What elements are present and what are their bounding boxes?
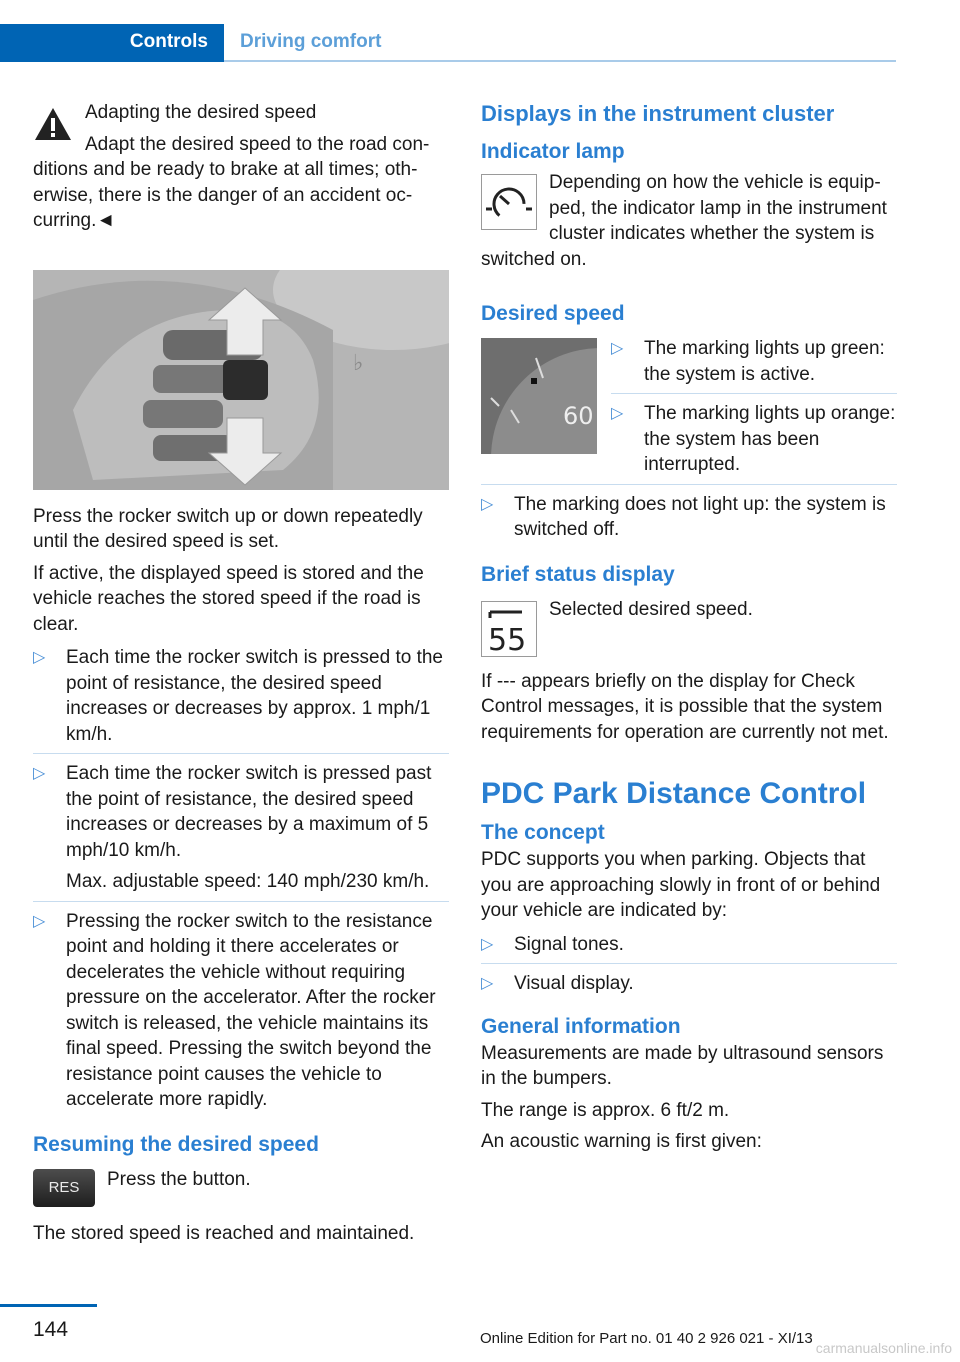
section-tab-controls: Controls: [0, 24, 224, 62]
list-item: ▷ Each time the rocker switch is pressed to the point of resistance, the desired speed increases or decreases by approx. 1 mph/1 km/h.: [33, 645, 449, 754]
right-column: [481, 100, 897, 1161]
footer-divider: [0, 1304, 97, 1307]
general-text-3: An acoustic warning is first given:: [481, 1131, 762, 1152]
warning-text: Adapt the desired speed to the road conditions and be ready to brake at all times; otherwise, there is the danger of an accident occurring.◄: [33, 133, 430, 231]
edition-note: Online Edition for Part no. 01 40 2 926 021 - XI/13: [480, 1330, 813, 1347]
stored-speed-reached-text: The stored speed is reached and maintained.: [33, 1222, 415, 1244]
section-heading-pdc: PDC Park Distance Control: [481, 777, 867, 810]
res-button-icon: RES: [33, 1169, 95, 1207]
general-text-2: The range is approx. 6 ft/2 m.: [481, 1099, 730, 1121]
list-item: ▷ The marking lights up green: the system is active.: [611, 336, 897, 394]
svg-text:♭: ♭: [353, 350, 364, 376]
speedometer-number: 60: [563, 402, 594, 430]
triangle-bullet-icon: ▷: [611, 340, 624, 357]
section-heading-general: General information: [481, 1014, 681, 1038]
cruise-control-indicator-icon: [481, 174, 537, 230]
section-heading-displays: Displays in the instrument cluster: [481, 101, 835, 126]
page-header: [0, 0, 960, 62]
brief-status-text: Selected desired speed.: [549, 598, 753, 620]
concept-text: PDC supports you when parking. Objects that you are approaching slowly in front of or behind your vehicle are indicated by:: [481, 849, 881, 921]
triangle-bullet-icon: ▷: [481, 935, 494, 953]
section-heading-brief-status: Brief status display: [481, 562, 675, 586]
triangle-bullet-icon: ▷: [33, 912, 46, 930]
page-number: 144: [33, 1318, 69, 1341]
rocker-instruction: Press the rocker switch up or down repeatedly until the desired speed is set.: [33, 505, 423, 552]
section-heading-concept: The concept: [481, 821, 605, 844]
section-heading-resume: Resuming the desired speed: [33, 1132, 319, 1156]
brief-status-speed-icon: [481, 601, 537, 657]
general-text-1: Measurements are made by ultrasound sensors in the bumpers.: [481, 1042, 884, 1089]
list-item: ▷ The marking does not light up: the system is switched off.: [481, 493, 886, 540]
triangle-bullet-icon: ▷: [481, 495, 494, 513]
steering-wheel-rocker-switch-image: [33, 270, 449, 490]
stored-speed-text: If active, the displayed speed is stored and the vehicle reaches the stored speed if the road is clear.: [33, 562, 424, 635]
max-speed-note: Max. adjustable speed: 140 mph/230 km/h.: [33, 869, 449, 902]
indicator-text: Depending on how the vehicle is equipped, the indicator lamp in the instrument cluster indicates whether the system is switched on.: [481, 172, 887, 270]
watermark: carmanualsonline.info: [815, 1340, 952, 1356]
triangle-bullet-icon: ▷: [33, 649, 46, 666]
left-column: [33, 100, 449, 1252]
triangle-bullet-icon: ▷: [33, 765, 46, 782]
press-button-text: Press the button.: [107, 1168, 251, 1190]
warning-triangle-icon: [33, 106, 73, 142]
section-heading-desired-speed: Desired speed: [481, 302, 625, 325]
check-control-text: If --- appears briefly on the display for Check Control messages, it is possible that the system requirements for operation are currently not met.: [481, 670, 889, 743]
brief-status-number: 55: [488, 622, 527, 656]
list-item: ▷ Pressing the rocker switch to the resistance point and holding it there accelerates or decelerates the vehicle without requiring pressure on the accelerator. After the rocker switch is released, the vehicle maintains its final speed. Pressing the switch beyond the resistance point causes the vehicle to accelerate more rapidly.: [33, 910, 436, 1110]
list-item: ▷ Each time the rocker switch is pressed past the point of resistance, the desired speed increases or decreases by a maximum of 5 mph/10 km/h.: [33, 763, 432, 861]
section-tab-driving-comfort: Driving comfort: [240, 31, 382, 52]
list-item: ▷ Visual display.: [481, 971, 897, 997]
section-heading-indicator-lamp: Indicator lamp: [481, 140, 625, 163]
triangle-bullet-icon: ▷: [481, 975, 494, 992]
triangle-bullet-icon: ▷: [611, 405, 624, 422]
list-item: ▷ The marking lights up orange: the system has been interrupted.: [611, 403, 896, 475]
speedometer-marking-image: [481, 338, 597, 454]
header-divider: [224, 60, 896, 62]
list-item: ▷ Signal tones.: [481, 932, 897, 965]
warning-title: Adapting the desired speed: [85, 102, 317, 123]
